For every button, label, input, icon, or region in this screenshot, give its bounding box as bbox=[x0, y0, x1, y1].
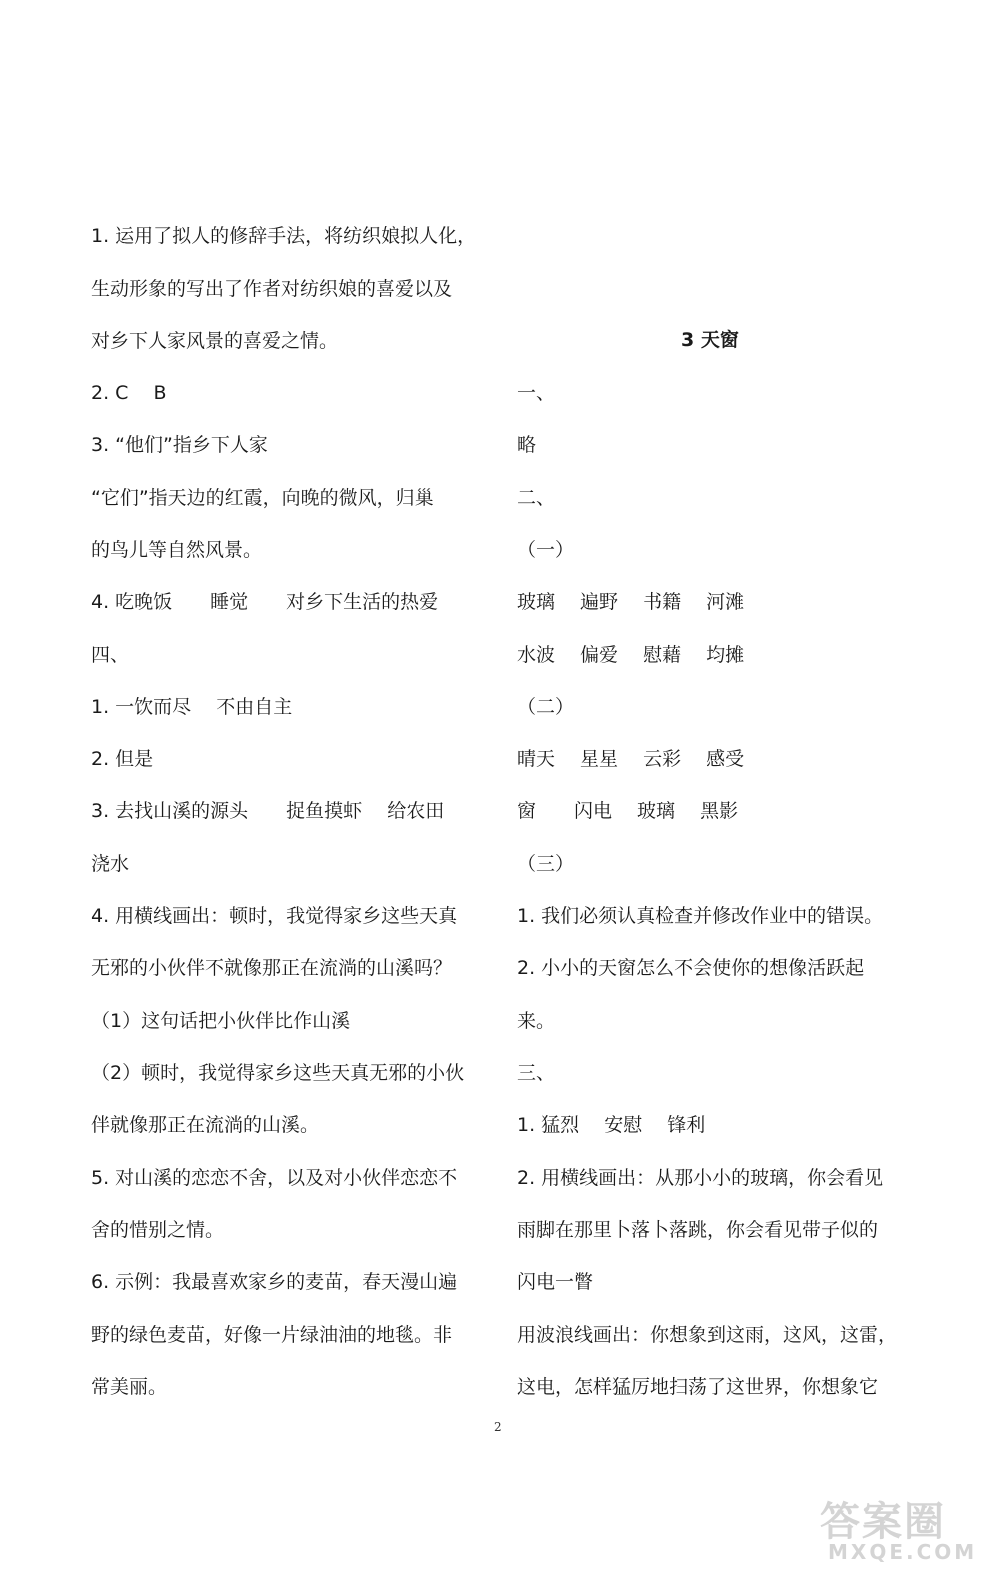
answer-line: 2. C B bbox=[91, 382, 167, 404]
answer-line: 玻璃 遍野 书籍 河滩 bbox=[517, 591, 745, 613]
answer-line: 4. 吃晚饭 睡觉 对乡下生活的热爱 bbox=[91, 591, 439, 613]
answer-line: 的鸟儿等自然风景。 bbox=[91, 539, 263, 561]
answer-line: 1. 运用了拟人的修辞手法，将纺织娘拟人化， bbox=[91, 225, 477, 247]
answer-line: 水波 偏爱 慰藉 均摊 bbox=[517, 644, 745, 666]
answer-line: 3. 去找山溪的源头 捉鱼摸虾 给农田 bbox=[91, 800, 445, 822]
answer-line: 用波浪线画出：你想象到这雨，这风，这雷， bbox=[517, 1324, 898, 1346]
answer-line: 闪电一瞥 bbox=[517, 1271, 594, 1293]
answer-line: 浇水 bbox=[91, 853, 130, 875]
watermark-sub-text: MXQE.COM bbox=[828, 1540, 978, 1564]
answer-line: 生动形象的写出了作者对纺织娘的喜爱以及 bbox=[91, 278, 453, 300]
answer-line: 常美丽。 bbox=[91, 1376, 168, 1398]
section-heading: 二、 bbox=[517, 487, 556, 509]
answer-line: 1. 一饮而尽 不由自主 bbox=[91, 696, 293, 718]
lesson-title: 3 天窗 bbox=[681, 329, 739, 351]
watermark-main-text: 答案圈 bbox=[820, 1499, 946, 1545]
page-number: 2 bbox=[494, 1420, 502, 1434]
answer-line: 2. 但是 bbox=[91, 748, 154, 770]
answer-line: 野的绿色麦苗，好像一片绿油油的地毯。非 bbox=[91, 1324, 453, 1346]
answer-line: （1）这句话把小伙伴比作山溪 bbox=[91, 1010, 351, 1032]
subsection-heading: （二） bbox=[517, 696, 575, 718]
answer-line: 2. 小小的天窗怎么不会使你的想像活跃起 bbox=[517, 957, 865, 979]
answer-line: 略 bbox=[517, 434, 537, 456]
watermark-logo bbox=[820, 1490, 1000, 1570]
section-heading: 三、 bbox=[517, 1062, 556, 1084]
answer-line: 1. 我们必须认真检查并修改作业中的错误。 bbox=[517, 905, 884, 927]
subsection-heading: （一） bbox=[517, 539, 575, 561]
subsection-heading: （三） bbox=[517, 853, 575, 875]
answer-line: 舍的惜别之情。 bbox=[91, 1219, 225, 1241]
answer-line: 来。 bbox=[517, 1010, 556, 1032]
answer-line: 无邪的小伙伴不就像那正在流淌的山溪吗？ bbox=[91, 957, 453, 979]
section-heading: 一、 bbox=[517, 382, 556, 404]
answer-line: 3. “他们”指乡下人家 bbox=[91, 434, 268, 456]
answer-line: 2. 用横线画出：从那小小的玻璃，你会看见 bbox=[517, 1167, 884, 1189]
answer-line: 伴就像那正在流淌的山溪。 bbox=[91, 1114, 320, 1136]
answer-line: （2）顿时，我觉得家乡这些天真无邪的小伙 bbox=[91, 1062, 465, 1084]
answer-line: 窗 闪电 玻璃 黑影 bbox=[517, 800, 739, 822]
section-heading: 四、 bbox=[91, 644, 130, 666]
answer-line: 这电，怎样猛厉地扫荡了这世界，你想象它 bbox=[517, 1376, 879, 1398]
answer-line: 晴天 星星 云彩 感受 bbox=[517, 748, 745, 770]
answer-line: 1. 猛烈 安慰 锋利 bbox=[517, 1114, 706, 1136]
answer-line: 6. 示例：我最喜欢家乡的麦苗，春天漫山遍 bbox=[91, 1271, 458, 1293]
answer-line: “它们”指天边的红霞，向晚的微风，归巢 bbox=[91, 487, 434, 509]
answer-line: 5. 对山溪的恋恋不舍，以及对小伙伴恋恋不 bbox=[91, 1167, 458, 1189]
answer-line: 4. 用横线画出：顿时，我觉得家乡这些天真 bbox=[91, 905, 458, 927]
answer-line: 对乡下人家风景的喜爱之情。 bbox=[91, 330, 339, 352]
answer-line: 雨脚在那里卜落卜落跳，你会看见带子似的 bbox=[517, 1219, 879, 1241]
